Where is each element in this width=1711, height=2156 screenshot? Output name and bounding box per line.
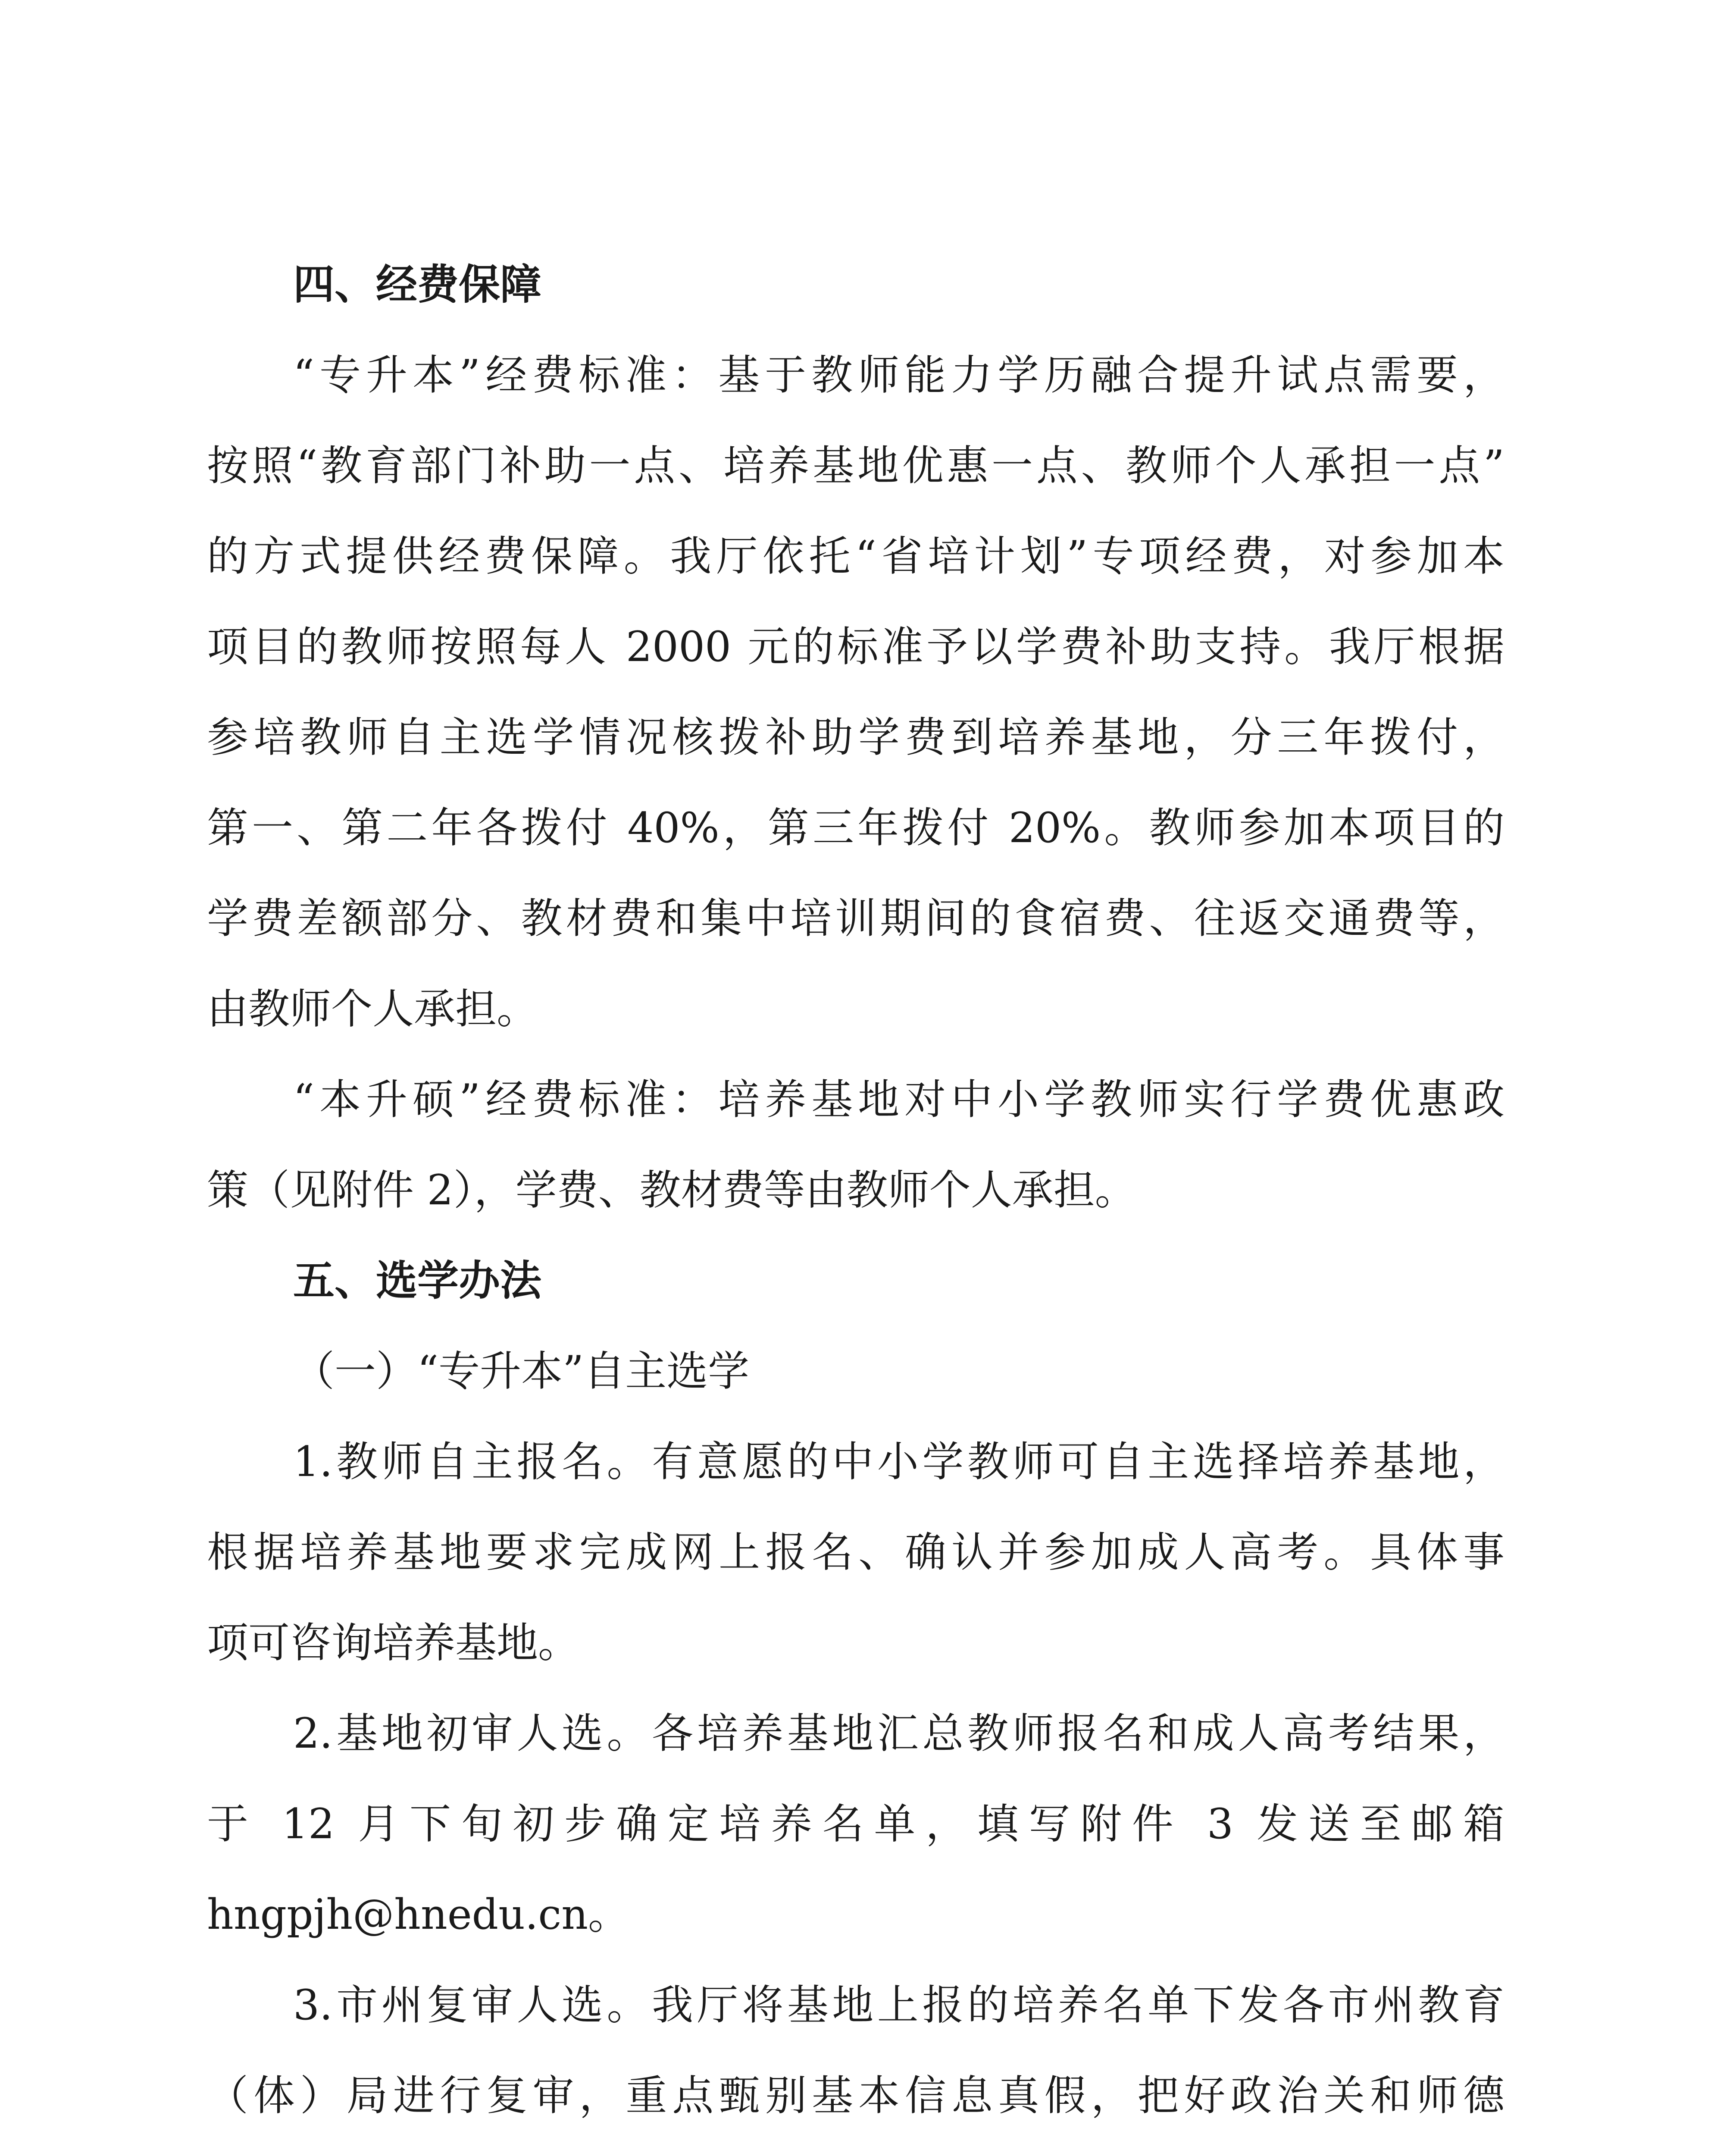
text-line: 于 12 月下旬初步确定培养名单，填写附件 3 发送至邮箱 bbox=[207, 1800, 1505, 1848]
list-item-city-review bbox=[207, 1979, 1505, 2156]
text-line: 学费差额部分、教材费和集中培训期间的食宿费、往返交通费等， bbox=[207, 894, 1505, 943]
text-line: “本升硕”经费标准：培养基地对中小学教师实行学费优惠政 bbox=[293, 1075, 1505, 1124]
section-heading-selection: 五、选学办法 bbox=[293, 1257, 541, 1305]
text-line: 第一、第二年各拨付 40%，第三年拨付 20%。教师参加本项目的 bbox=[207, 804, 1505, 852]
text-line: （体）局进行复审，重点甄别基本信息真假，把好政治关和师德 bbox=[207, 2071, 1505, 2120]
document-body bbox=[207, 259, 1505, 2156]
text-line: 1.教师自主报名。有意愿的中小学教师可自主选择培养基地， bbox=[293, 1438, 1505, 1486]
text-line: 项可咨询培养基地。 bbox=[207, 1619, 579, 1667]
text-line: 2.基地初审人选。各培养基地汇总教师报名和成人高考结果， bbox=[293, 1709, 1505, 1758]
section-heading-funding: 四、经费保障 bbox=[293, 260, 541, 309]
text-line: 根据培养基地要求完成网上报名、确认并参加成人高考。具体事 bbox=[207, 1528, 1505, 1576]
text-line: “专升本”经费标准：基于教师能力学历融合提升试点需要， bbox=[293, 351, 1505, 399]
text-line: 的方式提供经费保障。我厅依托“省培计划”专项经费，对参加本 bbox=[207, 532, 1505, 580]
list-item-initial-review bbox=[207, 1708, 1505, 1940]
text-line: 项目的教师按照每人 2000 元的标准予以学费补助支持。我厅根据 bbox=[207, 623, 1505, 671]
text-line: 参培教师自主选学情况核拨补助学费到培养基地，分三年拨付， bbox=[207, 713, 1505, 761]
text-line: 由教师个人承担。 bbox=[207, 985, 538, 1033]
paragraph-junior-to-bachelor-funding bbox=[207, 349, 1505, 1035]
paragraph-bachelor-to-master-funding bbox=[207, 1074, 1505, 1216]
subsection-heading: （一）“专升本”自主选学 bbox=[293, 1347, 750, 1395]
text-line: 策（见附件 2），学费、教材费等由教师个人承担。 bbox=[207, 1166, 1136, 1214]
email-address: hngpjh@hnedu.cn。 bbox=[207, 1890, 630, 1939]
text-line: 3.市州复审人选。我厅将基地上报的培养名单下发各市州教育 bbox=[293, 1981, 1505, 2029]
text-line: 按照“教育部门补助一点、培养基地优惠一点、教师个人承担一点” bbox=[207, 442, 1505, 490]
list-item-self-registration bbox=[207, 1436, 1505, 1669]
